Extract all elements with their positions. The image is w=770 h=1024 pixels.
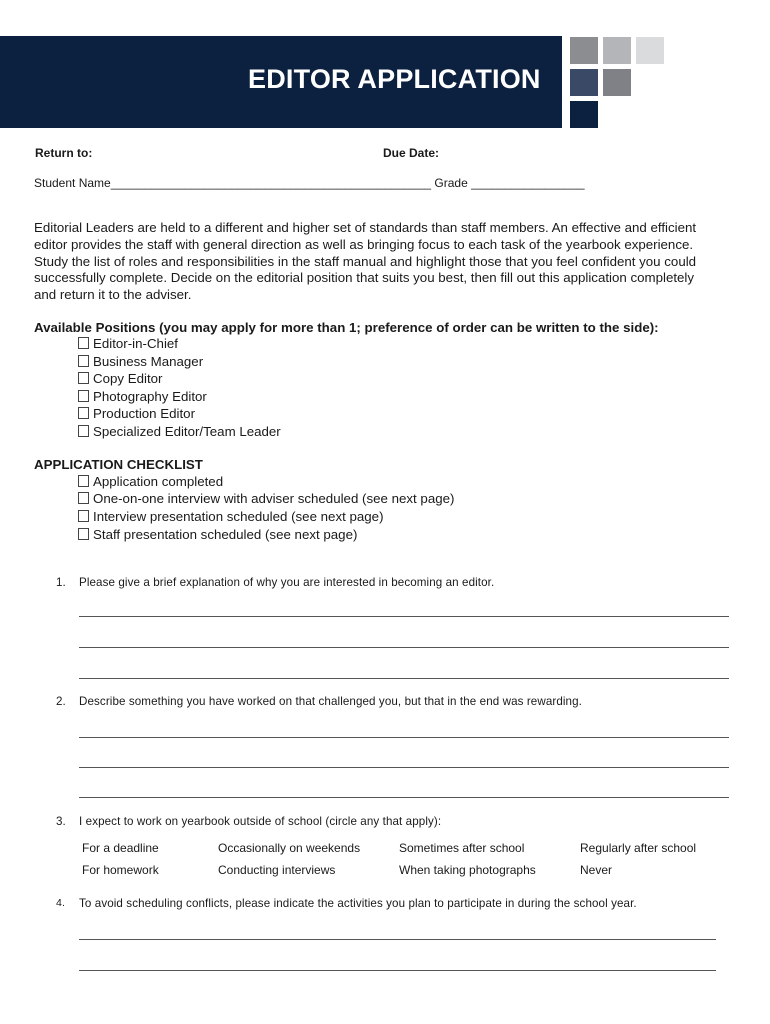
- checkbox[interactable]: [78, 407, 89, 419]
- question-number: 2.: [56, 695, 66, 708]
- answer-line[interactable]: [79, 970, 716, 971]
- answer-line[interactable]: [79, 678, 729, 679]
- student-name-field[interactable]: ________________________________________________: [110, 176, 432, 190]
- position-item[interactable]: Business Manager: [78, 354, 203, 369]
- answer-line[interactable]: [79, 939, 716, 940]
- checklist-item[interactable]: Application completed: [78, 474, 223, 489]
- checkbox[interactable]: [78, 355, 89, 367]
- decor-square: [636, 37, 664, 64]
- option-for-a-deadline[interactable]: For a deadline: [82, 841, 159, 855]
- checkbox[interactable]: [78, 510, 89, 522]
- student-name-label: Student Name: [34, 176, 111, 190]
- checklist-item[interactable]: One-on-one interview with adviser scheduled (see next page): [78, 491, 454, 506]
- checklist-item[interactable]: Staff presentation scheduled (see next page): [78, 527, 357, 542]
- decor-square: [603, 37, 631, 64]
- intro-line: Study the list of roles and responsibilities in the staff manual and highlight those that you feel confident you could: [34, 253, 697, 269]
- option-never[interactable]: Never: [580, 863, 613, 877]
- intro-line: Editorial Leaders are held to a different and higher set of standards than staff members. An effective and efficient: [34, 220, 697, 235]
- grade-field[interactable]: _________________: [471, 176, 585, 190]
- position-item[interactable]: Editor-in-Chief: [78, 336, 178, 351]
- checkbox[interactable]: [78, 475, 89, 487]
- position-item[interactable]: Photography Editor: [78, 389, 207, 404]
- checklist-heading: APPLICATION CHECKLIST: [34, 457, 203, 472]
- intro-line: editor provides the staff with general direction as well as bringing focus to each task of the yearbook experience.: [34, 236, 694, 252]
- question-number: 1.: [56, 576, 66, 589]
- question-number: 3.: [56, 815, 66, 828]
- positions-heading: Available Positions (you may apply for more than 1; preference of order can be written to the side):: [34, 320, 659, 335]
- question-text: I expect to work on yearbook outside of school (circle any that apply):: [79, 815, 442, 828]
- position-item[interactable]: Specialized Editor/Team Leader: [78, 424, 281, 439]
- checkbox[interactable]: [78, 425, 89, 437]
- grade-label: Grade: [434, 176, 468, 190]
- checkbox[interactable]: [78, 372, 89, 384]
- question-text: Describe something you have worked on that challenged you, but that in the end was rewarding.: [79, 695, 582, 708]
- decor-square: [570, 101, 598, 128]
- answer-line[interactable]: [79, 797, 729, 798]
- answer-line[interactable]: [79, 616, 729, 617]
- intro-paragraph: [34, 220, 734, 304]
- answer-line[interactable]: [79, 647, 729, 648]
- option-occasionally-on-weekends[interactable]: Occasionally on weekends: [218, 841, 361, 855]
- decor-square: [570, 37, 598, 64]
- checkbox[interactable]: [78, 337, 89, 349]
- option-sometimes-after-school[interactable]: Sometimes after school: [399, 841, 525, 855]
- intro-line: successfully complete. Decide on the editorial position that suits you best, then fill out this application completely: [34, 270, 695, 286]
- option-conducting-interviews[interactable]: Conducting interviews: [218, 863, 336, 877]
- question-text: Please give a brief explanation of why you are interested in becoming an editor.: [79, 576, 495, 589]
- question-number: 4.: [56, 897, 65, 909]
- intro-line: and return it to the adviser.: [34, 287, 192, 303]
- position-item[interactable]: Copy Editor: [78, 371, 162, 386]
- return-to-label: Return to:: [35, 146, 93, 160]
- option-regularly-after-school[interactable]: Regularly after school: [580, 841, 697, 855]
- due-date-label: Due Date:: [383, 146, 440, 160]
- option-for-homework[interactable]: For homework: [82, 863, 159, 877]
- position-item[interactable]: Production Editor: [78, 406, 195, 421]
- student-name-row: [34, 176, 585, 190]
- page-title: EDITOR APPLICATION: [248, 64, 541, 94]
- answer-line[interactable]: [79, 767, 729, 768]
- checkbox[interactable]: [78, 528, 89, 540]
- question-text: To avoid scheduling conflicts, please indicate the activities you plan to participate in during the school year.: [79, 897, 637, 910]
- checkbox[interactable]: [78, 390, 89, 402]
- answer-line[interactable]: [79, 737, 729, 738]
- decor-square: [603, 69, 631, 96]
- decor-square: [570, 69, 598, 96]
- option-when-taking-photographs[interactable]: When taking photographs: [399, 863, 536, 877]
- checkbox[interactable]: [78, 492, 89, 504]
- checklist-item[interactable]: Interview presentation scheduled (see next page): [78, 509, 384, 524]
